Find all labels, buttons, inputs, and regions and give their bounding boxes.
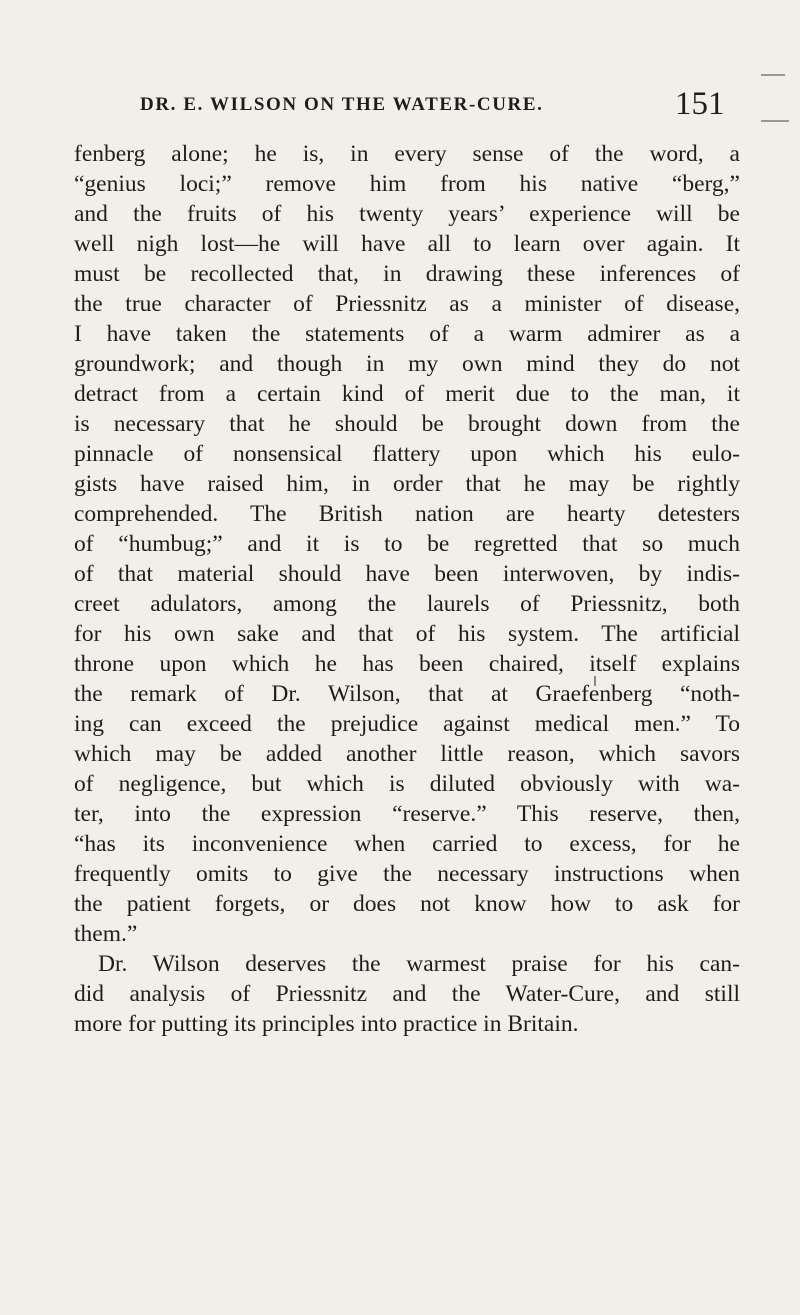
running-header [0,86,800,126]
text-line: detract from a certain kind of merit due to the man, it [74,381,740,407]
text-line: must be recollected that, in drawing these inferences of [74,261,740,287]
body-text [74,139,740,1039]
text-line: fenberg alone; he is, in every sense of the word, a [74,141,740,167]
text-line: “has its inconvenience when carried to excess, for he [74,831,740,857]
text-line: did analysis of Priessnitz and the Water-Cure, and still [74,981,740,1007]
text-line: the remark of Dr. Wilson, that at Graefenberg “noth- [74,681,740,707]
text-line: and the fruits of his twenty years’ experience will be [74,201,740,227]
text-line: Dr. Wilson deserves the warmest praise for his can- [98,951,740,977]
text-line: ter, into the expression “reserve.” This reserve, then, [74,801,740,827]
text-line: more for putting its principles into practice in Britain. [74,1011,579,1037]
page-number: 151 [675,86,725,122]
text-line: the patient forgets, or does not know how to ask for [74,891,740,917]
text-line: of “humbug;” and it is to be regretted that so much [74,531,740,557]
text-line: “genius loci;” remove him from his native “berg,” [74,171,740,197]
text-line: creet adulators, among the laurels of Priessnitz, both [74,591,740,617]
text-line: gists have raised him, in order that he may be rightly [74,471,740,497]
text-line: well nigh lost—he will have all to learn over again. It [74,231,740,257]
running-title: DR. E. WILSON ON THE WATER-CURE. [140,94,544,115]
text-line: throne upon which he has been chaired, itself explains [74,651,740,677]
text-line: I have taken the statements of a warm admirer as a [74,321,740,347]
text-line: ing can exceed the prejudice against medical men.” To [74,711,740,737]
text-line: of negligence, but which is diluted obviously with wa- [74,771,740,797]
text-line: the true character of Priessnitz as a minister of disease, [74,291,740,317]
text-line: of that material should have been interwoven, by indis- [74,561,740,587]
text-line: which may be added another little reason, which savors [74,741,740,767]
text-line: them.” [74,921,138,947]
text-line: for his own sake and that of his system. The artificial [74,621,740,647]
margin-mark [761,74,785,76]
text-line: pinnacle of nonsensical flattery upon which his eulo- [74,441,740,467]
text-line: comprehended. The British nation are hearty detesters [74,501,740,527]
text-line: frequently omits to give the necessary instructions when [74,861,740,887]
text-line: is necessary that he should be brought down from the [74,411,740,437]
text-line: groundwork; and though in my own mind they do not [74,351,740,377]
